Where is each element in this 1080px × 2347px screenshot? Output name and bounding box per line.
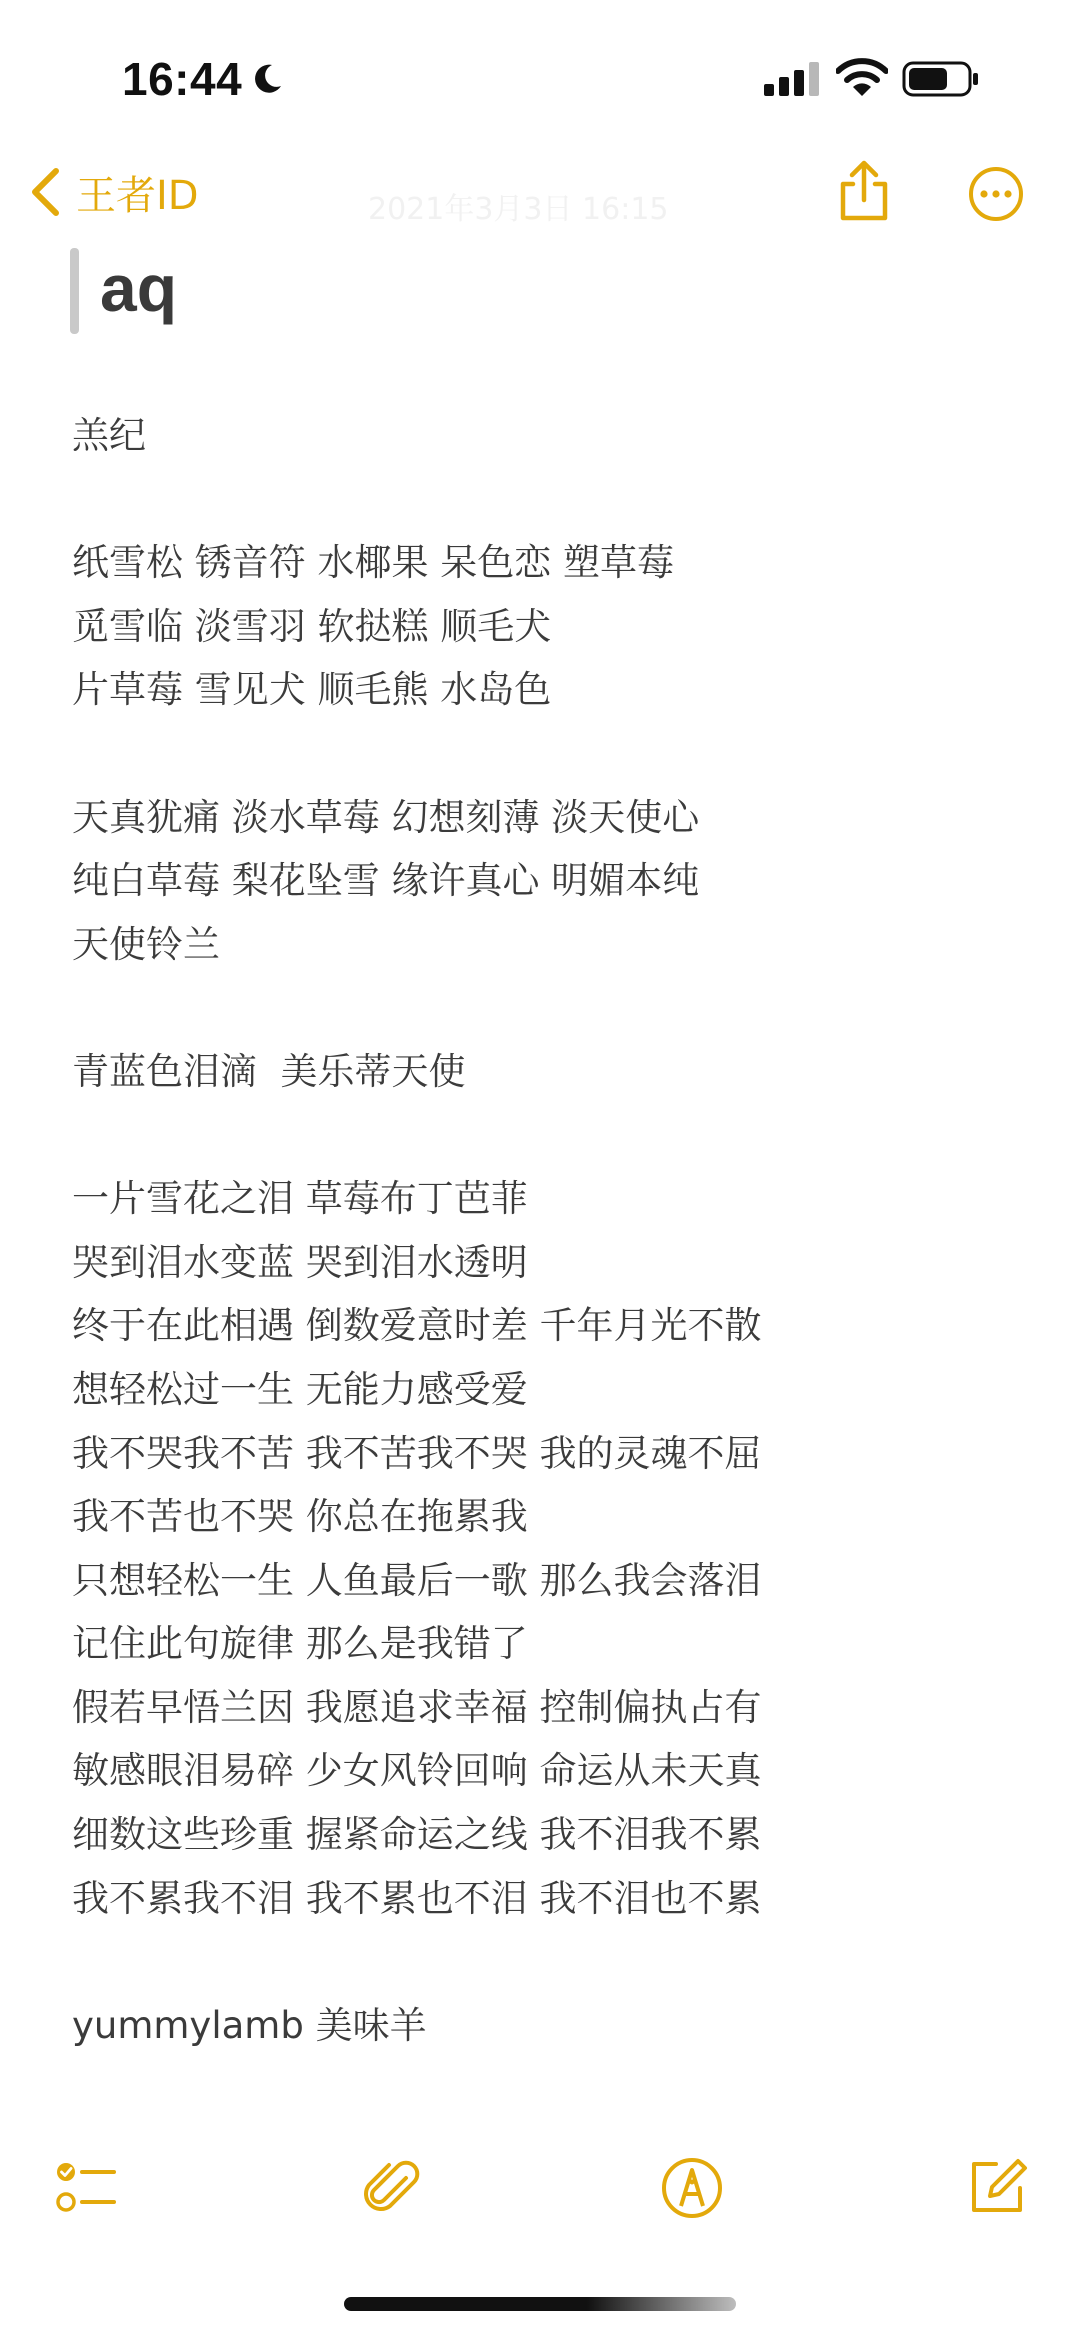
note-line: 细数这些珍重 握紧命运之线 我不泪我不累 bbox=[72, 1813, 762, 1857]
share-icon[interactable] bbox=[836, 160, 892, 224]
home-indicator[interactable] bbox=[344, 2297, 736, 2311]
note-line: 我不苦也不哭 你总在拖累我 bbox=[72, 1495, 528, 1539]
note-line: 天真犹痛 淡水草莓 幻想刻薄 淡天使心 bbox=[72, 795, 700, 839]
back-button[interactable] bbox=[28, 162, 199, 222]
more-icon[interactable] bbox=[968, 166, 1024, 222]
note-title[interactable]: aq bbox=[100, 251, 178, 325]
note-line: 片草莓 雪见犬 顺毛熊 水岛色 bbox=[72, 668, 552, 712]
status-time: 16:44 bbox=[122, 53, 243, 105]
faded-note-date: 2021年3月3日 16:15 bbox=[368, 192, 669, 227]
note-line: 一片雪花之泪 草莓布丁芭菲 bbox=[72, 1177, 528, 1221]
blank-line bbox=[72, 1104, 1032, 1168]
back-label: 王者ID bbox=[76, 172, 199, 219]
paperclip-icon[interactable] bbox=[360, 2156, 424, 2220]
note-body[interactable] bbox=[72, 404, 1032, 2057]
note-line: 想轻松过一生 无能力感受爱 bbox=[72, 1367, 528, 1411]
note-line: 纯白草莓 梨花坠雪 缘许真心 明媚本纯 bbox=[72, 859, 700, 903]
note-line: yummylamb 美味羊 bbox=[72, 2003, 427, 2047]
note-line: 假若早悟兰因 我愿追求幸福 控制偏执占有 bbox=[72, 1685, 762, 1729]
moon-icon bbox=[250, 62, 284, 96]
cellular-signal-icon bbox=[764, 62, 822, 96]
checklist-icon[interactable] bbox=[54, 2156, 118, 2220]
wifi-icon bbox=[836, 58, 888, 98]
markup-pen-icon[interactable] bbox=[660, 2156, 724, 2220]
note-line: 纸雪松 锈音符 水椰果 呆色恋 塑草莓 bbox=[72, 541, 675, 585]
note-line: 记住此句旋律 那么是我错了 bbox=[72, 1622, 528, 1666]
blank-line bbox=[72, 468, 1032, 532]
note-line: 觅雪临 淡雪羽 软挞糕 顺毛犬 bbox=[72, 604, 552, 648]
note-line: 只想轻松一生 人鱼最后一歌 那么我会落泪 bbox=[72, 1558, 762, 1602]
note-line: 天使铃兰 bbox=[72, 922, 220, 966]
chevron-left-icon bbox=[28, 167, 62, 217]
note-line: 哭到泪水变蓝 哭到泪水透明 bbox=[72, 1240, 528, 1284]
compose-icon[interactable] bbox=[966, 2154, 1030, 2218]
blank-line bbox=[72, 976, 1032, 1040]
note-line: 羔纪 bbox=[72, 414, 146, 457]
note-line: 终于在此相遇 倒数爱意时差 千年月光不散 bbox=[72, 1304, 762, 1348]
note-line: 青蓝色泪滴 美乐蒂天使 bbox=[72, 1049, 466, 1093]
note-line: 我不哭我不苦 我不苦我不哭 我的灵魂不屈 bbox=[72, 1431, 762, 1475]
note-line: 敏感眼泪易碎 少女风铃回响 命运从未天真 bbox=[72, 1749, 762, 1793]
text-cursor bbox=[70, 248, 79, 334]
blank-line bbox=[72, 722, 1032, 786]
battery-icon bbox=[902, 60, 982, 98]
blank-line bbox=[72, 1930, 1032, 1994]
note-line: 我不累我不泪 我不累也不泪 我不泪也不累 bbox=[72, 1876, 762, 1920]
